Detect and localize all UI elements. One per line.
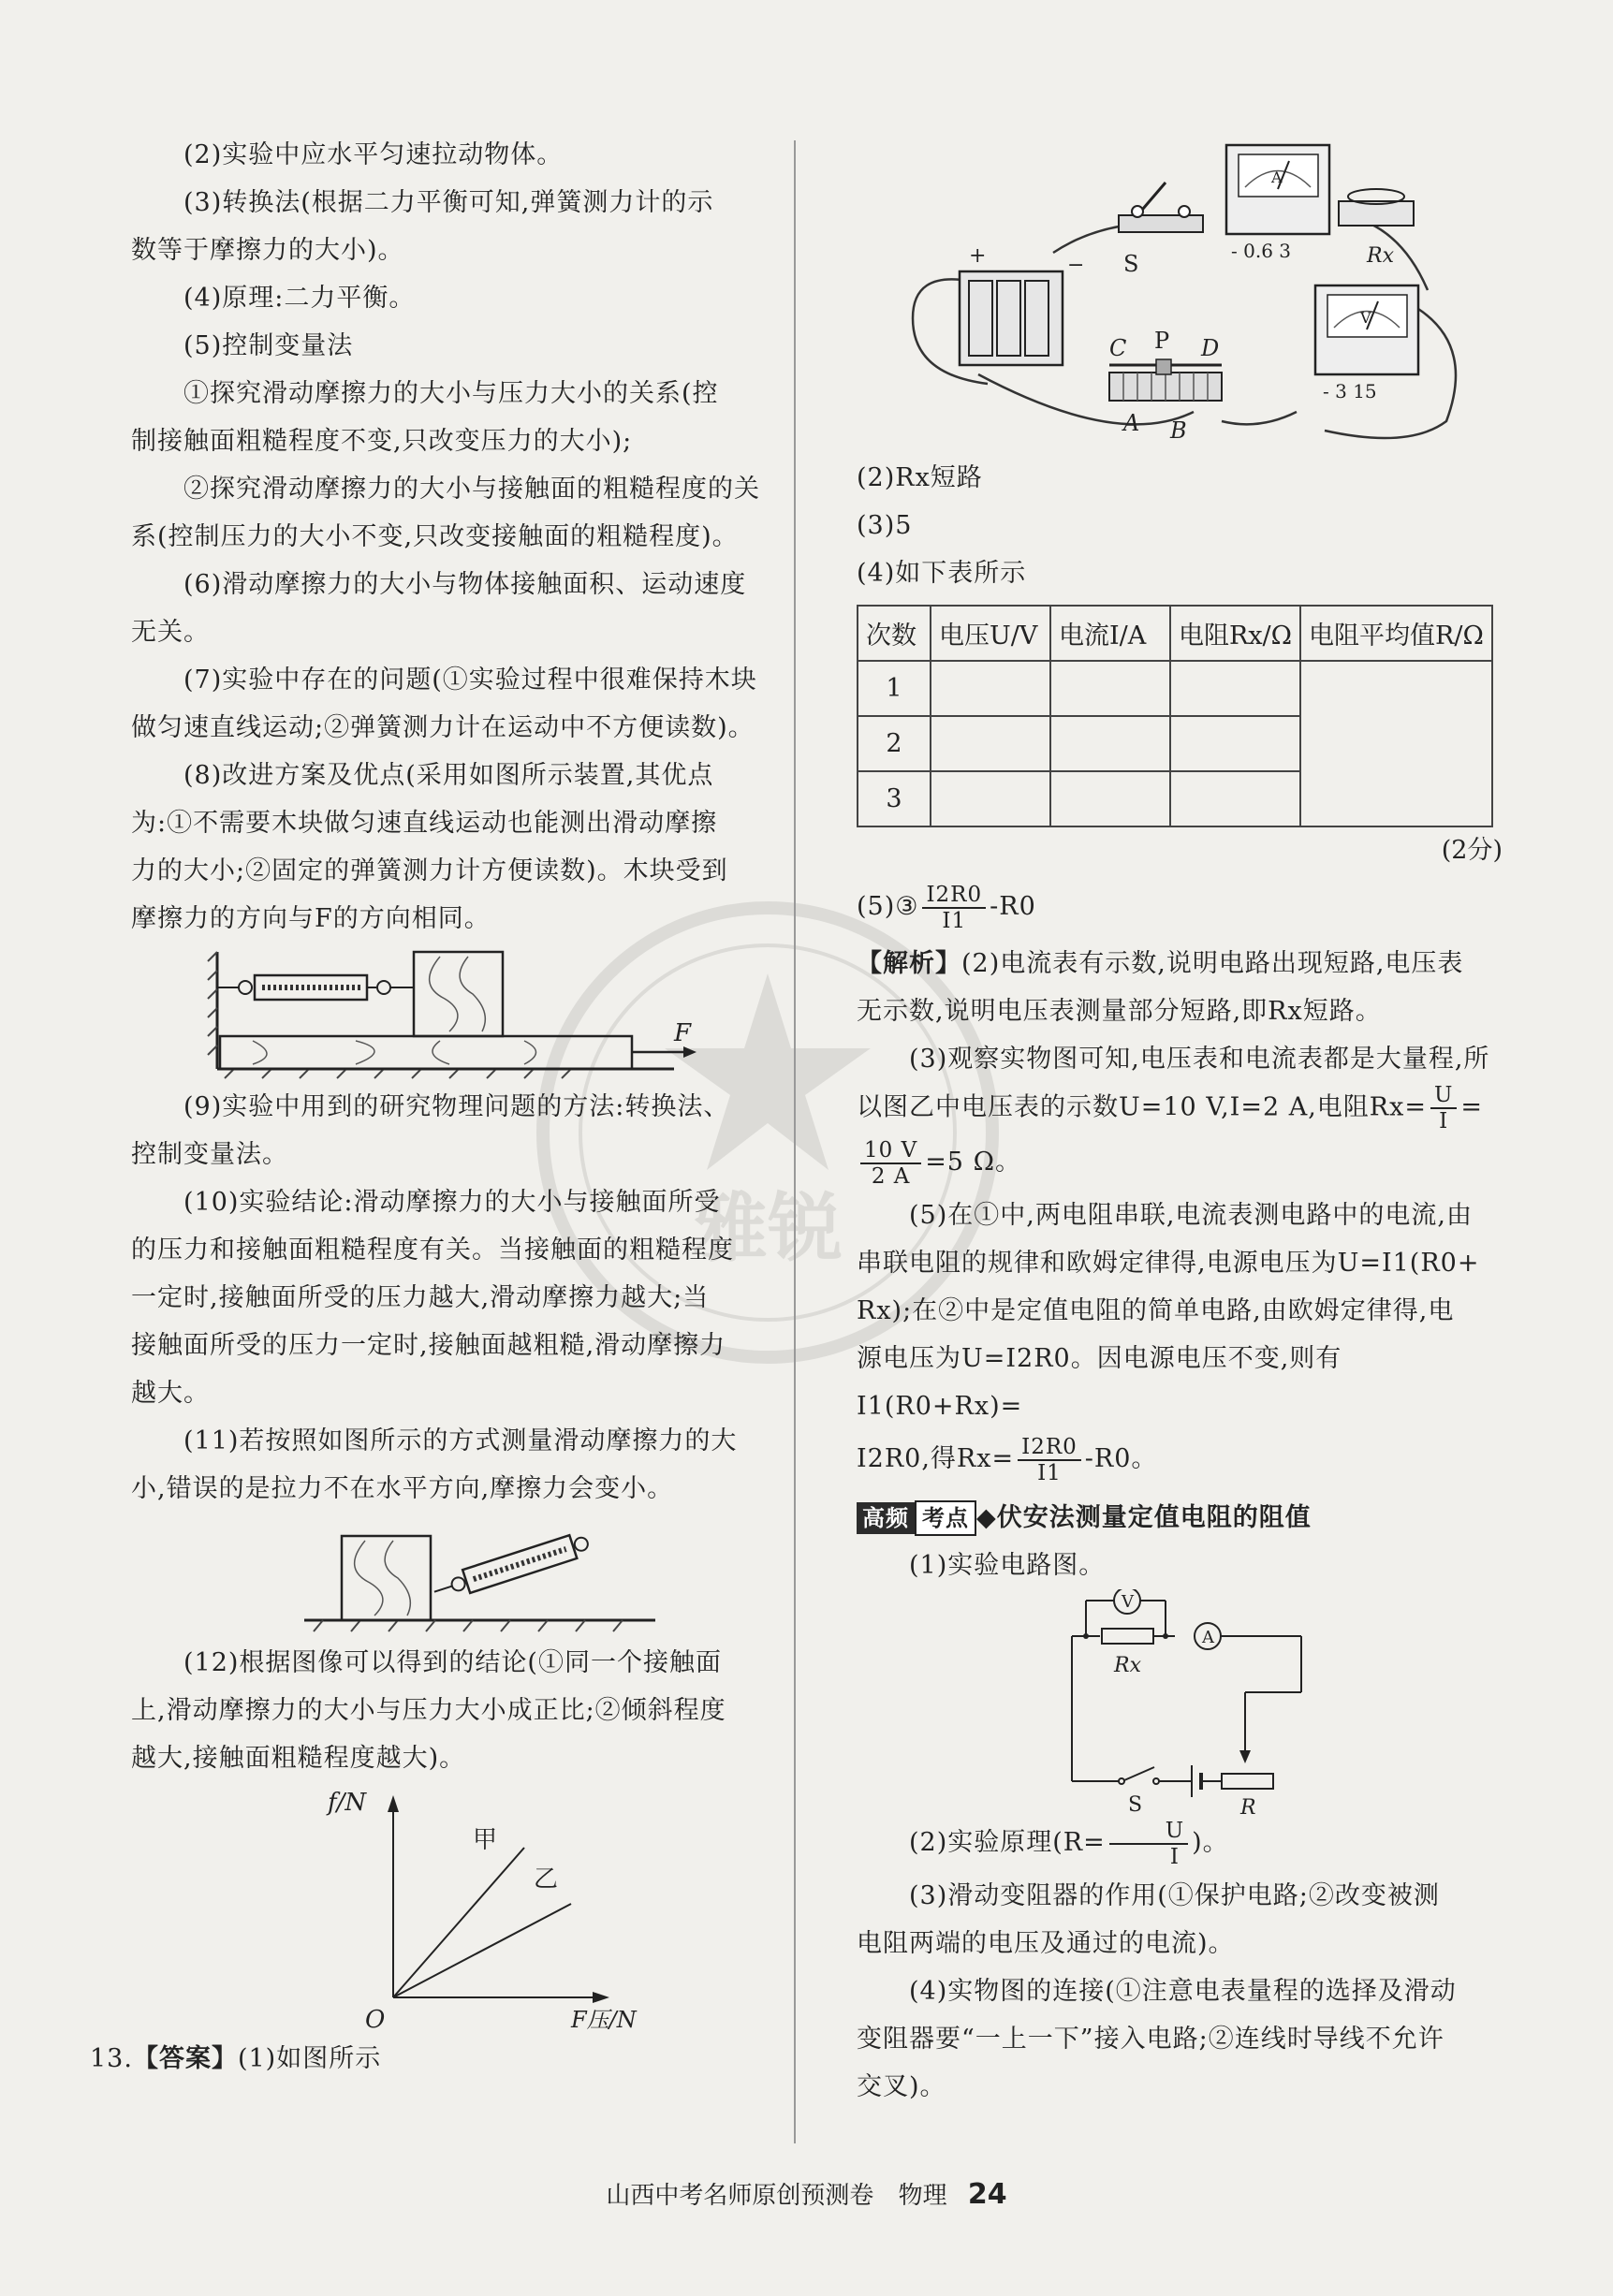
question-number: 13. <box>90 2044 133 2073</box>
table-cell <box>1300 661 1492 826</box>
formula-line <box>857 874 1503 940</box>
text-line: 上,滑动摩擦力的大小与压力大小成正比;②倾斜程度 <box>131 1696 726 1725</box>
key-point-title: ◆伏安法测量定值电阻的阻值 <box>976 1503 1312 1532</box>
footer-title: 山西中考名师原创预测卷 <box>606 2182 874 2210</box>
rheostat-a-label: A <box>1123 410 1140 436</box>
text-line: (8)改进方案及优点(采用如图所示装置,其优点 <box>183 761 714 790</box>
rheostat-c-label: C <box>1109 335 1127 361</box>
formula-line <box>857 1814 1503 1872</box>
equals-sign: = <box>1460 1092 1484 1122</box>
text-line: (12)根据图像可以得到的结论(①同一个接触面 <box>183 1648 722 1677</box>
table-cell <box>1170 661 1300 716</box>
force-label: F <box>674 1019 692 1047</box>
rheostat-b-label: B <box>1170 417 1187 444</box>
svg-text:+: + <box>969 244 987 268</box>
text-line: (3)转换法(根据二力平衡可知,弹簧测力计的示 <box>183 188 714 217</box>
table-header-cell: 电阻Rx/Ω <box>1170 606 1300 661</box>
table-header-cell: 电流I/A <box>1050 606 1170 661</box>
svg-text:雅锐: 雅锐 <box>693 1184 843 1272</box>
friction-graph <box>131 1782 777 2035</box>
table-header-cell: 电压U/V <box>931 606 1050 661</box>
key-point-tag: 考点 <box>915 1500 976 1536</box>
text-line: (4)原理:二力平衡。 <box>183 284 416 313</box>
ammeter-icon <box>1226 145 1329 234</box>
table-row <box>858 661 1492 716</box>
text-line: 的压力和接触面粗糙程度有关。当接触面的粗糙程度 <box>131 1236 734 1265</box>
rheostat-icon <box>1109 359 1222 401</box>
text-line: (2)实验中应水平匀速拉动物体。 <box>183 140 564 169</box>
fraction <box>860 1138 921 1189</box>
fraction-den: 2 A <box>871 1163 911 1189</box>
text-line: (3)观察实物图可知,电压表和电流表都是大量程,所 <box>909 1045 1490 1074</box>
record-table <box>857 605 1493 827</box>
fraction <box>1018 1435 1081 1485</box>
fraction-den: I <box>1439 1109 1449 1133</box>
voltmeter-symbol-label: V <box>1122 1592 1134 1612</box>
voltmeter-range: - 3 15 <box>1323 380 1377 402</box>
table-cell <box>1170 771 1300 826</box>
text-line: 力的大小;②固定的弹簧测力计方便读数)。木块受到 <box>131 856 728 885</box>
right-column <box>857 131 1503 2111</box>
text-line: (2)Rx短路 <box>857 463 983 492</box>
answer-line <box>90 2035 777 2083</box>
footer-subject: 物理 <box>898 2182 947 2210</box>
voltmeter-icon <box>1315 285 1418 374</box>
fraction-den: I1 <box>1037 1460 1062 1485</box>
fraction <box>1109 1819 1188 1869</box>
text-line: 越大,接触面粗糙程度越大)。 <box>131 1744 466 1773</box>
text-line: 为:①不需要木块做匀速直线运动也能测出滑动摩擦 <box>131 809 718 838</box>
text-line: Rx);在②中是定值电阻的简单电路,由欧姆定律得,电 <box>857 1296 1455 1325</box>
rheostat-symbol-label: R <box>1240 1796 1256 1814</box>
fraction-num: I2R0 <box>1018 1435 1081 1461</box>
text-line: (6)滑动摩擦力的大小与物体接触面积、运动速度 <box>183 570 747 599</box>
fraction-num: U <box>1430 1083 1457 1109</box>
text-line: 摩擦力的方向与F的方向相同。 <box>131 904 491 933</box>
fraction-num: 10 V <box>860 1138 921 1164</box>
text-line: 变阻器要“一上一下”接入电路;②连线时导线不允许 <box>857 2025 1444 2054</box>
angled-pull-figure <box>131 1513 777 1639</box>
text-line: 小,错误的是拉力不在水平方向,摩擦力会变小。 <box>131 1474 674 1503</box>
column-divider <box>794 140 796 2143</box>
text-line: (4)实物图的连接(①注意电表量程的选择及滑动 <box>909 1977 1457 2006</box>
ammeter-range: - 0.6 3 <box>1231 240 1292 262</box>
text-line: (1)实验电路图。 <box>909 1551 1106 1580</box>
text-line: (5)控制变量法 <box>183 331 354 360</box>
text-line: 以图乙中电压表的示数U=10 V,I=2 A,电阻Rx= <box>857 1092 1427 1122</box>
svg-text:V: V <box>1360 309 1371 327</box>
text-line: 制接触面粗糙程度不变,只改变压力的大小); <box>131 427 633 456</box>
formula-tail: -R0。 <box>1084 1444 1158 1473</box>
text-line: (10)实验结论:滑动摩擦力的大小与接触面所受 <box>183 1188 721 1217</box>
text-line: ②探究滑动摩擦力的大小与接触面的粗糙程度的关 <box>183 475 760 504</box>
text-line: 做匀速直线运动;②弹簧测力计在运动中不方便读数)。 <box>131 713 755 742</box>
text-line: (4)如下表所示 <box>857 559 1027 588</box>
ammeter-symbol-label: A <box>1202 1628 1214 1647</box>
fraction-den: I1 <box>942 908 967 933</box>
graph-line-yi: 乙 <box>534 1865 559 1894</box>
text-line: (2)电流表有示数,说明电路出现短路,电压表 <box>961 949 1464 978</box>
text-line: (7)实验中存在的问题(①实验过程中很难保持木块 <box>183 665 757 695</box>
high-frequency-tag: 高频 <box>857 1502 915 1534</box>
formula-line <box>857 1133 1503 1192</box>
table-header-cell: 电阻平均值R/Ω <box>1300 606 1492 661</box>
analysis-tag: 【解析】 <box>857 949 961 978</box>
text-line: 接触面所受的压力一定时,接触面越粗糙,滑动摩擦力 <box>131 1331 726 1360</box>
text-line: 交叉)。 <box>857 2072 946 2101</box>
friction-setup-figure <box>131 943 777 1083</box>
formula-tail: )。 <box>1192 1828 1229 1857</box>
table-cell <box>931 716 1050 771</box>
text-line: 越大。 <box>131 1379 210 1408</box>
table-cell <box>931 661 1050 716</box>
formula-tail: =5 Ω。 <box>925 1148 1021 1177</box>
text-line: 源电压为U=I2R0。因电源电压不变,则有I1(R0+Rx)= <box>857 1344 1342 1421</box>
table-cell: 2 <box>858 716 931 771</box>
graph-xlabel: F压/N <box>571 2007 637 2033</box>
left-column <box>90 131 777 2083</box>
text-line: 控制变量法。 <box>131 1140 288 1169</box>
fraction <box>1430 1083 1457 1133</box>
text-line: 电阻两端的电压及通过的电流)。 <box>857 1929 1235 1958</box>
formula-suffix: -R0 <box>990 892 1036 921</box>
resistor-rx-icon <box>1339 189 1414 226</box>
table-cell <box>1170 716 1300 771</box>
analysis-line <box>857 940 1503 987</box>
circuit-diagram <box>857 1589 1503 1814</box>
svg-text:−: − <box>1067 254 1085 277</box>
text-line: (5)在①中,两电阻串联,电流表测电路中的电流,由 <box>909 1201 1473 1230</box>
text-line: 无示数,说明电压表测量部分短路,即Rx短路。 <box>857 997 1382 1026</box>
formula-prefix: (5)③ <box>857 892 919 921</box>
real-circuit-figure <box>857 131 1503 454</box>
score-note: (2分) <box>1441 836 1503 865</box>
text-line: 串联电阻的规律和欧姆定律得,电源电压为U=I1(R0+ <box>857 1249 1480 1278</box>
graph-ylabel: f/N <box>328 1789 367 1817</box>
fraction <box>922 883 986 933</box>
answer-tag: 【答案】 <box>132 2044 238 2073</box>
text-line: (9)实验中用到的研究物理问题的方法:转换法、 <box>183 1092 730 1121</box>
formula-head: (2)实验原理(R= <box>909 1828 1106 1857</box>
table-cell <box>1050 771 1170 826</box>
text-line: 无关。 <box>131 618 210 647</box>
fraction-den: I <box>1169 1844 1180 1869</box>
text-line: ①探究滑动摩擦力的大小与压力大小的关系(控 <box>183 379 719 408</box>
text-line: (3)滑动变阻器的作用(①保护电路;②改变被测 <box>909 1881 1440 1910</box>
graph-origin: O <box>365 2006 386 2034</box>
table-cell <box>1050 716 1170 771</box>
text-line: 系(控制压力的大小不变,只改变接触面的粗糙程度)。 <box>131 522 739 551</box>
formula-line <box>857 1083 1503 1133</box>
text-line: (11)若按照如图所示的方式测量滑动摩擦力的大 <box>183 1426 738 1455</box>
table-cell <box>931 771 1050 826</box>
graph-line-jia: 甲 <box>473 1826 498 1854</box>
page-number: 24 <box>967 2178 1007 2211</box>
table-header-cell: 次数 <box>858 606 931 661</box>
answer-text: (1)如图所示 <box>237 2044 382 2073</box>
svg-text:A: A <box>1271 168 1283 186</box>
rx-label: Rx <box>1367 244 1394 268</box>
rheostat-p-label: P <box>1154 328 1170 354</box>
rheostat-d-label: D <box>1201 335 1220 361</box>
table-cell <box>1050 661 1170 716</box>
table-header-row <box>858 606 1492 661</box>
switch-label: S <box>1123 251 1139 277</box>
formula-head: I2R0,得Rx= <box>857 1444 1015 1473</box>
table-cell: 3 <box>858 771 931 826</box>
rx-symbol-label: Rx <box>1114 1654 1141 1677</box>
fraction-num: I2R0 <box>922 883 986 909</box>
formula-line <box>857 1430 1503 1488</box>
fraction-num: U <box>1109 1819 1188 1845</box>
switch-symbol-label: S <box>1128 1793 1143 1814</box>
text-line: 数等于摩擦力的大小)。 <box>131 236 404 265</box>
key-point-heading <box>857 1494 1503 1542</box>
text-line: (3)5 <box>857 511 913 540</box>
table-cell: 1 <box>858 661 931 716</box>
switch-icon <box>1119 183 1203 232</box>
text-line: 一定时,接触面所受的压力越大,滑动摩擦力越大;当 <box>131 1283 710 1312</box>
page-footer <box>0 2176 1613 2211</box>
battery-icon <box>960 244 1084 365</box>
